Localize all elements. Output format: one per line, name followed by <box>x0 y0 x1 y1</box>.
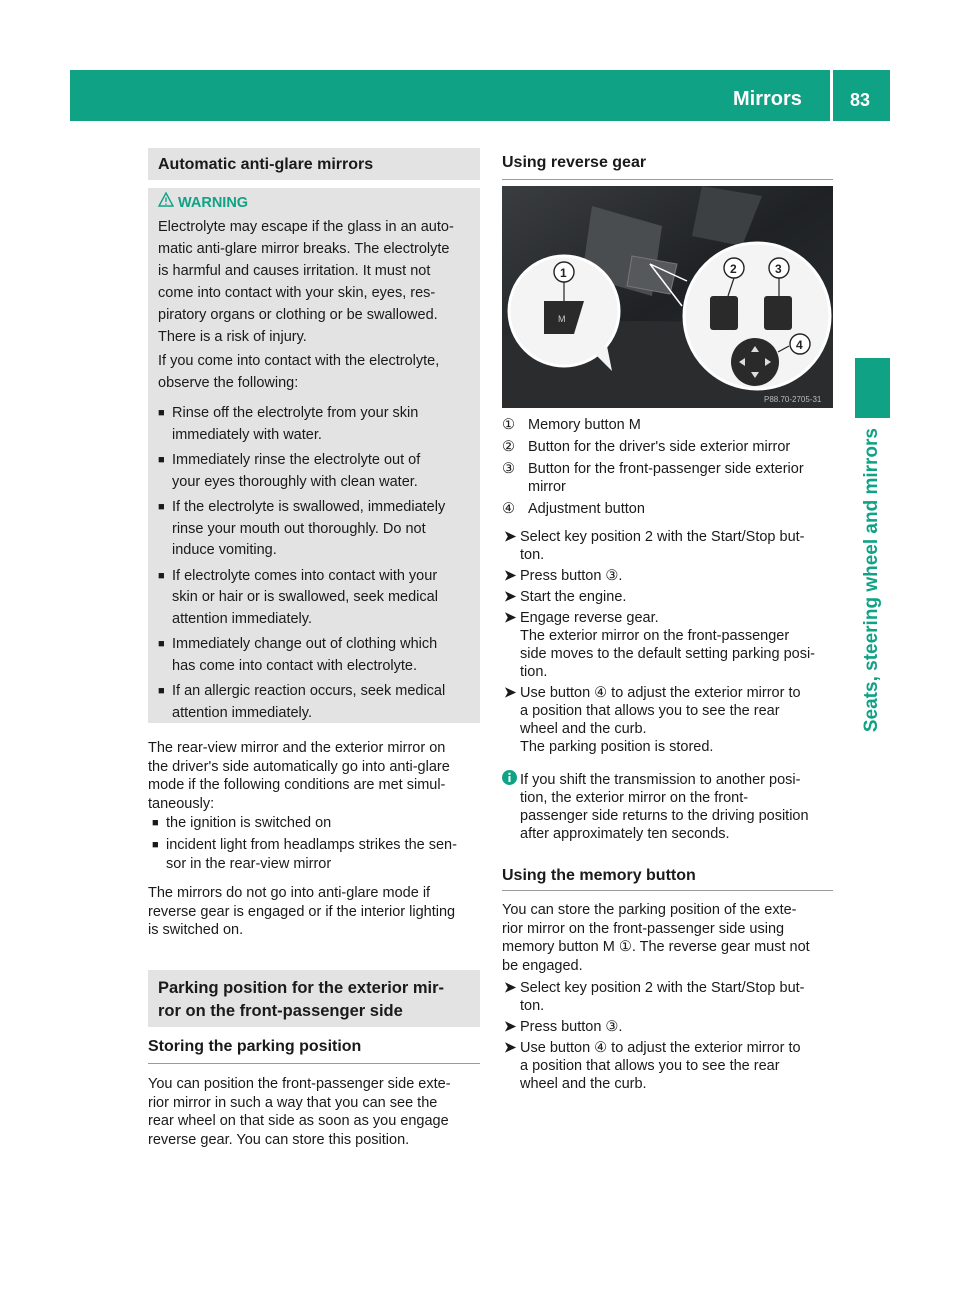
note-line: after approximately ten seconds. <box>520 826 730 842</box>
warning-line: come into contact with your skin, eyes, res- <box>158 285 436 301</box>
item-text: immediately with water. <box>172 426 322 443</box>
callout-2: 2 <box>730 262 737 276</box>
reverse-title: Using reverse gear <box>502 154 647 171</box>
observe-line: observe the following: <box>158 375 299 391</box>
paragraph-line: reverse gear. You can store this position. <box>148 1131 410 1148</box>
storing-title: Storing the parking position <box>148 1038 362 1055</box>
paragraph-line: rear wheel on that side as soon as you engage <box>148 1113 449 1129</box>
warning-line: There is a risk of injury. <box>158 329 307 345</box>
legend-number: ② <box>502 439 515 455</box>
step-arrow-icon: ➤ <box>504 685 517 701</box>
item-text: If an allergic reaction occurs, seek medical <box>172 683 446 699</box>
paragraph-line: The mirrors do not go into anti-glare mode if <box>148 885 431 901</box>
step-arrow-icon: ➤ <box>504 529 517 545</box>
item-text: Start the engine. <box>520 589 627 605</box>
mirror-buttons-image <box>502 186 833 408</box>
step-arrow-icon: ➤ <box>504 980 517 996</box>
page-number: 83 <box>850 90 871 110</box>
item-text: rinse your mouth out thoroughly. Do not <box>172 520 426 537</box>
image-code: P88.70-2705-31 <box>764 395 822 404</box>
item-text: a position that allows you to see the rear <box>520 1058 780 1074</box>
note-line: tion, the exterior mirror on the front- <box>520 790 749 806</box>
memory-key-label: M <box>558 314 566 324</box>
paragraph-line: rior mirror in such a way that you can see the <box>148 1094 438 1111</box>
paragraph-line: memory button M ①. The reverse gear must not <box>502 939 810 955</box>
bullet-icon: ■ <box>158 501 165 513</box>
storing-rule <box>148 1063 480 1064</box>
warning-line: Electrolyte may escape if the glass in an auto- <box>158 219 454 235</box>
item-text: Select key position 2 with the Start/Stop but- <box>520 980 805 996</box>
item-text: Press button ③. <box>520 568 623 584</box>
item-text: skin or hair or is swallowed, seek medical <box>172 589 438 605</box>
paragraph-line: mode if the following conditions are met simul- <box>148 777 446 793</box>
step-arrow-icon: ➤ <box>504 589 517 605</box>
item-text: side moves to the default setting parking posi- <box>520 646 815 662</box>
item-text: If electrolyte comes into contact with your <box>172 567 438 584</box>
callout-1: 1 <box>560 266 567 280</box>
item-text: Immediately rinse the electrolyte out of <box>172 452 421 468</box>
item-text: induce vomiting. <box>172 542 277 558</box>
callout-3: 3 <box>775 262 782 276</box>
item-text: If the electrolyte is swallowed, immediately <box>172 499 446 515</box>
item-text: sor in the rear-view mirror <box>166 856 332 872</box>
legend-text: Adjustment button <box>528 501 645 517</box>
item-text: a position that allows you to see the rear <box>520 703 780 719</box>
legend-text: mirror <box>528 479 566 495</box>
item-text: ton. <box>520 547 545 563</box>
item-text: attention immediately. <box>172 704 312 721</box>
warning-label: WARNING <box>178 195 249 211</box>
legend-number: ① <box>502 417 515 433</box>
paragraph-line: The rear-view mirror and the exterior mirror on <box>148 740 446 756</box>
legend-text: Button for the front-passenger side exterior <box>528 461 804 477</box>
reverse-rule <box>502 179 833 180</box>
step-arrow-icon: ➤ <box>504 610 517 626</box>
warning-icon <box>158 192 174 213</box>
legend-text: Button for the driver's side exterior mirror <box>528 439 791 455</box>
legend-number: ④ <box>502 501 515 517</box>
legend-text: Memory button M <box>528 417 641 433</box>
paragraph-line: You can position the front-passenger side exte- <box>148 1076 451 1092</box>
step-arrow-icon: ➤ <box>504 568 517 584</box>
note-line: If you shift the transmission to another posi- <box>520 772 801 788</box>
item-text: your eyes thoroughly with clean water. <box>172 473 418 490</box>
legend-number: ③ <box>502 461 515 477</box>
note-line: passenger side returns to the driving position <box>520 808 809 824</box>
item-text: incident light from headlamps strikes the sen- <box>166 837 457 853</box>
item-text: Select key position 2 with the Start/Stop but- <box>520 529 805 545</box>
item-text: wheel and the curb. <box>520 1076 647 1092</box>
chapter-tab <box>855 358 890 418</box>
warning-line: piratory organs or clothing or be swallowed. <box>158 307 438 323</box>
header-divider <box>830 70 833 121</box>
bullet-icon: ■ <box>158 454 165 466</box>
item-text: Use button ④ to adjust the exterior mirror to <box>520 685 801 701</box>
memory-rule <box>502 890 833 891</box>
parking-title-line: ror on the front-passenger side <box>158 1002 403 1020</box>
item-text: The parking position is stored. <box>520 739 714 755</box>
paragraph-line: taneously: <box>148 795 215 812</box>
antiglare-title: Automatic anti-glare mirrors <box>158 156 374 173</box>
bullet-icon: ■ <box>158 685 165 697</box>
item-text: attention immediately. <box>172 610 312 627</box>
bullet-icon: ■ <box>152 839 159 851</box>
warning-line: is harmful and causes irritation. It must not <box>158 263 431 279</box>
step-arrow-icon: ➤ <box>504 1040 517 1056</box>
paragraph-line: is switched on. <box>148 922 244 938</box>
paragraph-line: rior mirror on the front-passenger side using <box>502 920 785 937</box>
step-arrow-icon: ➤ <box>504 1019 517 1035</box>
parking-title-line: Parking position for the exterior mir- <box>158 979 445 997</box>
bullet-icon: ■ <box>158 407 165 419</box>
item-text: has come into contact with electrolyte. <box>172 657 418 674</box>
memory-title: Using the memory button <box>502 867 696 884</box>
item-text: Immediately change out of clothing which <box>172 636 438 652</box>
item-text: tion. <box>520 664 548 680</box>
item-text: The exterior mirror on the front-passenger <box>520 628 790 644</box>
item-text: Rinse off the electrolyte from your skin <box>172 405 419 421</box>
item-text: the ignition is switched on <box>166 815 332 831</box>
item-text: ton. <box>520 998 545 1014</box>
item-text: wheel and the curb. <box>520 721 647 737</box>
paragraph-line: reverse gear is engaged or if the interior lighting <box>148 903 456 920</box>
warning-line: matic anti-glare mirror breaks. The electrolyte <box>158 241 450 257</box>
callout-4: 4 <box>796 338 803 352</box>
info-icon <box>502 770 517 790</box>
paragraph-line: You can store the parking position of the exte- <box>502 902 797 918</box>
item-text: Use button ④ to adjust the exterior mirror to <box>520 1040 801 1056</box>
bullet-icon: ■ <box>158 638 165 650</box>
section-title: Mirrors <box>733 88 802 110</box>
bullet-icon: ■ <box>158 569 165 582</box>
bullet-icon: ■ <box>152 817 159 829</box>
paragraph-line: the driver's side automatically go into anti-glare <box>148 758 450 775</box>
item-text: Engage reverse gear. <box>520 610 659 626</box>
item-text: Press button ③. <box>520 1019 623 1035</box>
paragraph-line: be engaged. <box>502 957 583 974</box>
observe-line: If you come into contact with the electrolyte, <box>158 353 440 369</box>
